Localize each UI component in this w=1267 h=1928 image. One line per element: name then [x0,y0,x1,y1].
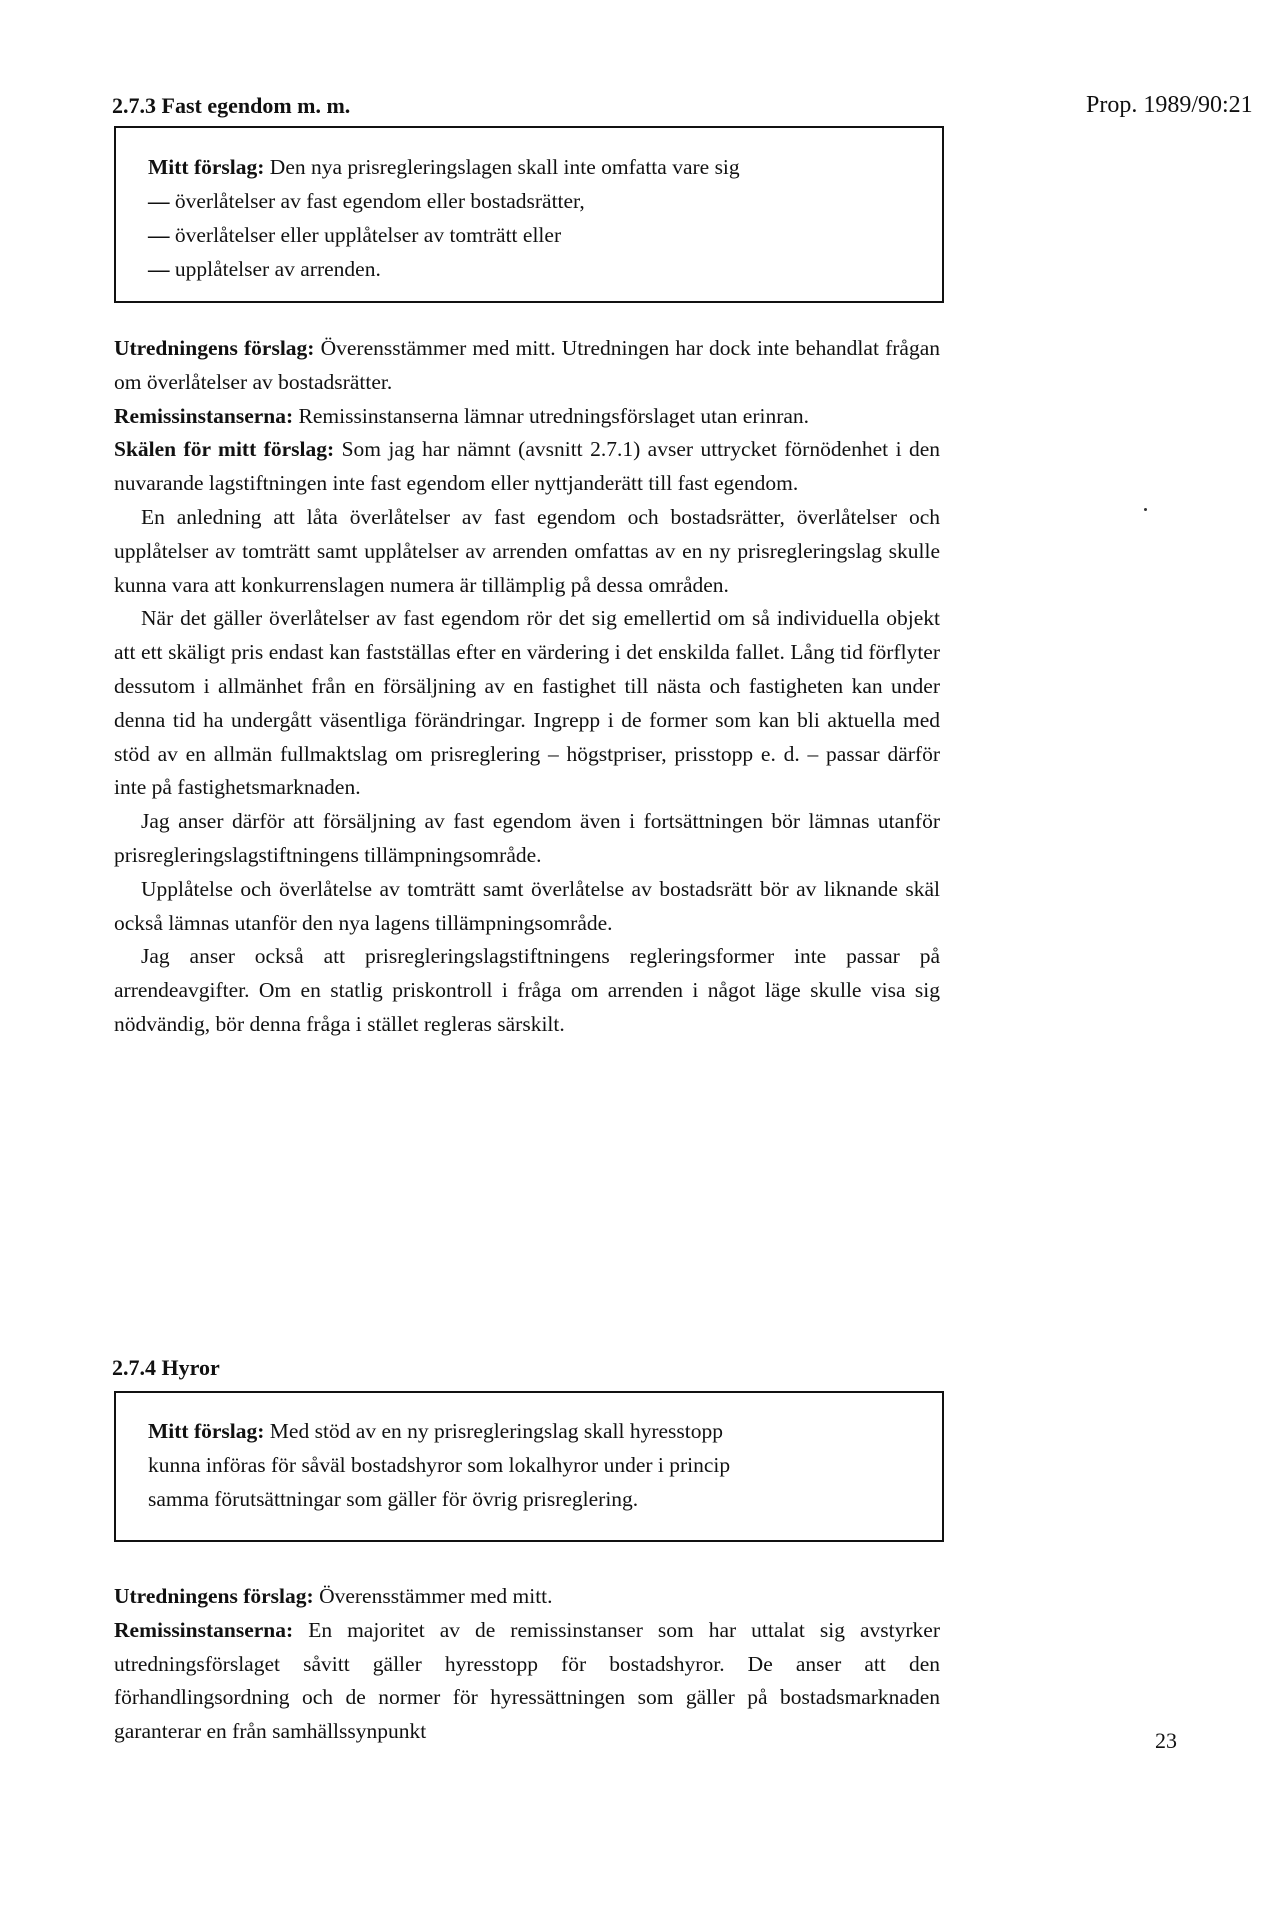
referral-label: Remissinstanserna: [114,403,294,428]
inquiry-text: Överensstämmer med mitt. [319,1584,553,1608]
proposal-line: kunna införas för såväl bostadshyror som lokalhyror under i princip [148,1453,731,1477]
body-paragraph: En anledning att låta överlåtelser av fast egendom och bostadsrätter, överlåtelser och upplåtelser av tomträtt samt upplåtelser av arrenden omfattas av en ny prisregleringslag skulle kunna vara att konkurrenslagen numera är tillämplig på dessa områden. [114,504,940,597]
reasons-paragraph [114,433,940,501]
proposal-box [114,126,944,303]
proposal-item: — överlåtelser av fast egendom eller bostadsrätter, [148,184,910,218]
body-paragraph: När det gäller överlåtelser av fast egendom rör det sig emellertid om så individuella objekt att ett skäligt pris endast kan fastställas efter en värdering i det enskilda fallet. Lång tid förflyter dessutom i allmänhet från en försäljning av en fastighet till nästa och fastigheten kan under denna tid ha undergått väsentliga förändringar. Ingrepp i de former som kan bli aktuella med stöd av en allmän fullmaktslag om prisreglering – högstpriser, prisstopp e. d. – passar därför inte på fastighetsmarknaden. [114,606,940,800]
referral-bodies-paragraph [114,400,940,434]
proposal-intro-line [148,150,910,184]
referral-text: En majoritet av de remissinstanser som har uttalat sig avstyrker utredningsförslaget såvitt gäller hyresstopp för bostadshyror. De anser att den förhandlingsordning och de normer för hyressättningen som gäller på bostadsmarknaden garanterar en från samhällssynpunkt [114,1617,941,1744]
proposal-line [148,1414,910,1448]
section-heading-rents: 2.7.4 Hyror [112,1355,220,1380]
inquiry-proposal-paragraph [114,332,940,400]
inquiry-proposal-paragraph [114,1580,940,1614]
inquiry-text: Överensstämmer med mitt. Utredningen har dock inte behandlat frågan om överlåtelser av bostadsrätter. [114,336,940,394]
section-body-rents [114,1580,940,1749]
proposition-reference: Prop. 1989/90:21 [1086,92,1253,118]
referral-bodies-paragraph [114,1614,940,1749]
reasons-text: Som jag har nämnt (avsnitt 2.7.1) avser uttrycket förnödenhet i den nuvarande lagstiftningen inte fast egendom eller nyttjanderätt till fast egendom. [114,437,941,496]
referral-label: Remissinstanserna: [114,1617,294,1642]
proposal-item: — överlåtelser eller upplåtelser av tomträtt eller [148,218,910,252]
inquiry-label: Utredningens förslag: [114,1584,314,1608]
proposal-box-rents [114,1391,944,1542]
proposal-text: Den nya prisregleringslagen skall inte omfatta vare sig [269,155,740,179]
inquiry-label: Utredningens förslag: [114,336,315,360]
proposal-item: — upplåtelser av arrenden. [148,252,910,286]
body-paragraph: Jag anser också att prisregleringslagstiftningens regleringsformer inte passar på arrendeavgifter. Om en statlig priskontroll i fråga om arrenden i något läge skulle visa sig nödvändig, bör denna fråga i stället regleras särskilt. [114,944,940,1036]
proposal-text: Med stöd av en ny prisregleringslag skall hyresstopp [269,1419,724,1443]
reasons-label: Skälen för mitt förslag: [114,437,335,462]
body-paragraph: Upplåtelse och överlåtelse av tomträtt samt överlåtelse av bostadsrätt bör av liknande skäl också lämnas utanför den nya lagens tillämpningsområde. [114,876,940,935]
scan-speck [1144,508,1147,511]
proposal-line: samma förutsättningar som gäller för övrig prisreglering. [148,1487,639,1511]
section-body [114,332,940,1042]
proposal-label: Mitt förslag: [148,155,265,179]
section-heading: 2.7.3 Fast egendom m. m. [112,93,351,118]
proposal-label: Mitt förslag: [148,1419,265,1443]
body-paragraph: Jag anser därför att försäljning av fast egendom även i fortsättningen bör lämnas utanför prisregleringslagstiftningens tillämpningsområde. [114,809,940,867]
page-number: 23 [1155,1728,1177,1753]
referral-text: Remissinstanserna lämnar utredningsförslaget utan erinran. [298,403,810,428]
